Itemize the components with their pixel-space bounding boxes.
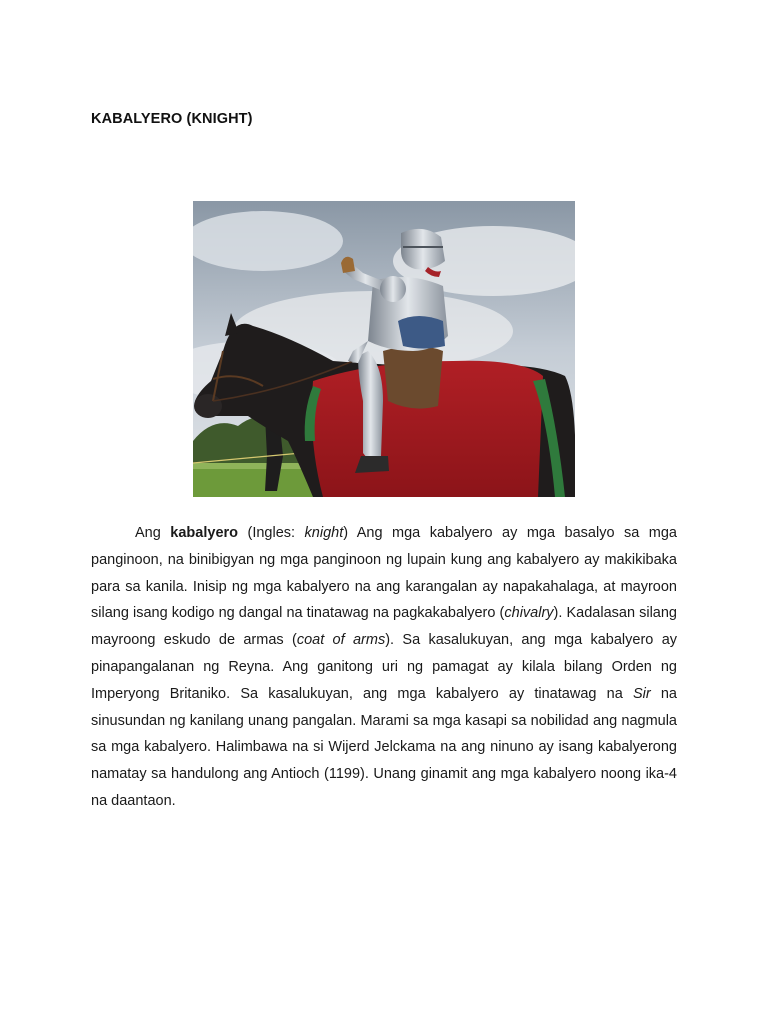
term-kabalyero: kabalyero: [170, 525, 239, 541]
knight-photo: [193, 201, 575, 497]
paragraph-segment-1: ) Ang mga kabalyero ay mga basalyo sa mga panginoon, na binibigyan ng mga panginoon ng lupain kung ang kabalyero ay makikibaka para sa kanila. Inisip ng mga kabalyero na ang karangalan ay napakahalaga, at mayroon silang isang kodigo ng dangal na tinatawag na pagkakabalyero (: [91, 525, 677, 622]
page-title: KABALYERO (KNIGHT): [91, 111, 253, 127]
term-english-knight: knight: [304, 525, 344, 541]
body-paragraph: [91, 520, 677, 815]
paragraph-text: [91, 520, 677, 815]
paragraph-segment-3: ). Sa kasalukuyan, ang mga kabalyero ay pinapangalanan ng Reyna. Ang ganitong uri ng pamagat ay kilala bilang Orden ng Imperyong Britaniko. Sa kasalukuyan, ang mga kabalyero ay tinatawag na: [91, 632, 678, 702]
paragraph-ingles-prefix: (Ingles:: [247, 525, 305, 541]
paragraph-word-ang: Ang: [135, 525, 161, 541]
knight-on-horse-icon: [193, 201, 575, 497]
term-sir: Sir: [632, 685, 651, 702]
term-chivalry: chivalry: [504, 605, 554, 622]
paragraph-segment-4: na sinusundan ng kanilang unang pangalan. Marami sa mga kasapi sa nobilidad ang nagmula sa mga kabalyero. Halimbawa na si Wijerd Jelckama na ang ninuno ay isang kabalyerong namatay sa handulong ang Antioch (1199). Unang ginamit ang mga kabalyero noong ika-4 na daantaon.: [91, 685, 677, 809]
term-coat-of-arms: coat of arms: [296, 632, 386, 649]
paragraph-segment-2: ). Kadalasan silang mayroong eskudo de armas (: [91, 605, 677, 649]
